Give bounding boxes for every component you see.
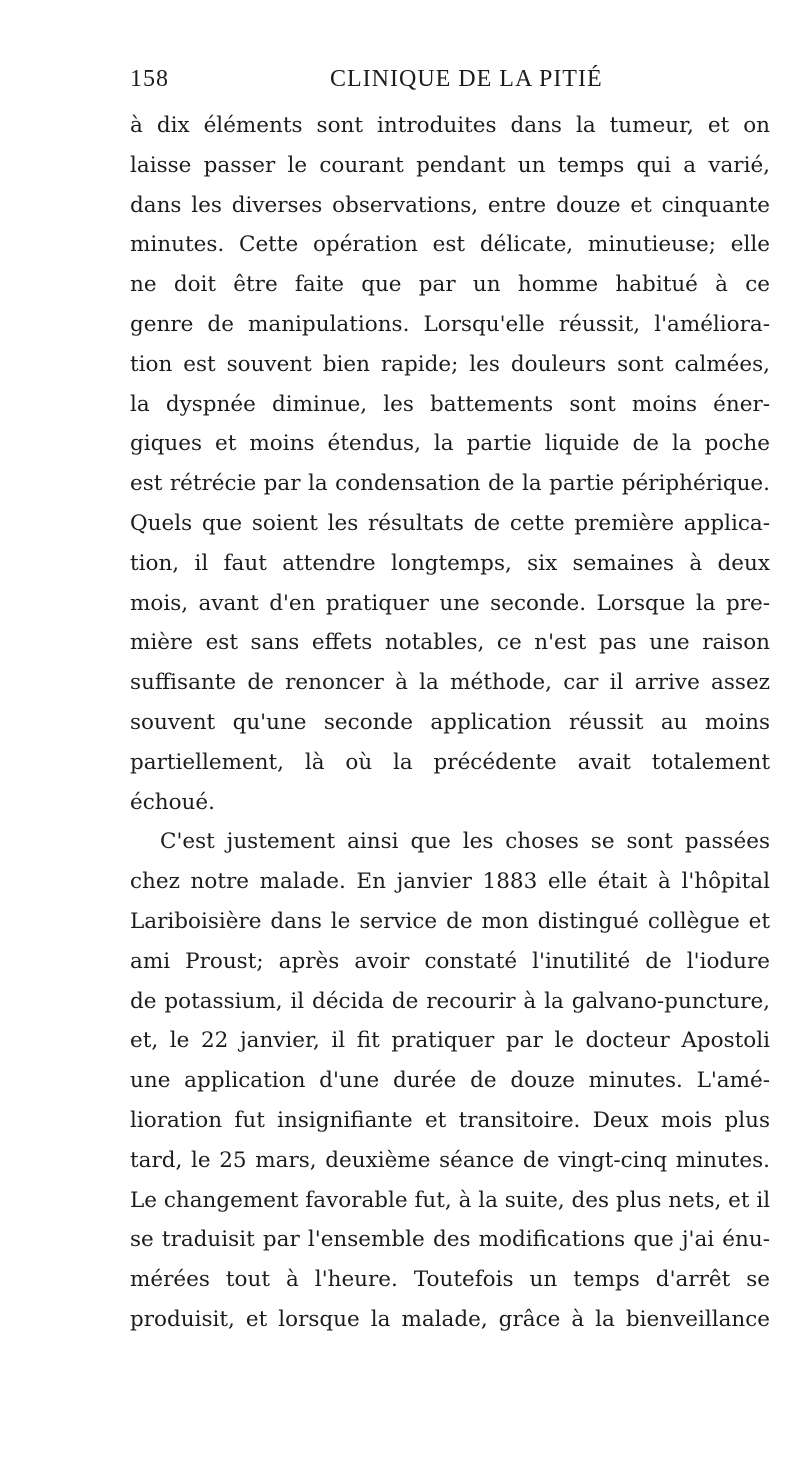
- text-line: se traduisit par l'ensemble des modifications que j'ai énu-: [130, 1227, 770, 1253]
- text-line: ne doit être faite que par un homme habitué à ce: [130, 272, 770, 298]
- text-line: de potassium, il décida de recourir à la galvano-puncture,: [130, 988, 770, 1014]
- running-title: CLINIQUE DE LA PITIÉ: [330, 66, 603, 92]
- text-line: Quels que soient les résultats de cette première applica-: [130, 510, 770, 536]
- text-line: lioration fut insignifiante et transitoire. Deux mois plus: [130, 1107, 770, 1133]
- text-line: est rétrécie par la condensation de la partie périphérique.: [130, 471, 770, 497]
- text-line: Lariboisière dans le service de mon distingué collègue et: [130, 908, 770, 934]
- text-line: une application d'une durée de douze minutes. L'amé-: [130, 1068, 770, 1094]
- text-line: Le changement favorable fut, à la suite, des plus nets, et il: [130, 1187, 770, 1213]
- text-line: giques et moins étendus, la partie liquide de la poche: [130, 431, 770, 457]
- text-line: échoué.: [130, 789, 215, 815]
- text-line: produisit, et lorsque la malade, grâce à la bienveillance: [130, 1306, 770, 1332]
- body-text: [130, 106, 770, 1340]
- text-line: partiellement, là où la précédente avait totalement: [130, 749, 770, 775]
- page-number: 158: [130, 66, 169, 92]
- text-line: tion est souvent bien rapide; les douleurs sont calmées,: [130, 351, 770, 377]
- text-line: et, le 22 janvier, il fit pratiquer par le docteur Apostoli: [130, 1028, 770, 1054]
- text-line: chez notre malade. En janvier 1883 elle était à l'hôpital: [130, 869, 770, 895]
- text-line: à dix éléments sont introduites dans la tumeur, et on: [130, 113, 770, 138]
- text-line: C'est justement ainsi que les choses se sont passées: [160, 829, 770, 855]
- text-line: ami Proust; après avoir constaté l'inutilité de l'iodure: [130, 948, 770, 974]
- text-line: suffisante de renoncer à la méthode, car il arrive assez: [130, 670, 770, 696]
- text-line: tion, il faut attendre longtemps, six semaines à deux: [130, 550, 770, 576]
- text-line: mois, avant d'en pratiquer une seconde. Lorsque la pre-: [130, 590, 770, 616]
- text-line: laisse passer le courant pendant un temps qui a varié,: [130, 152, 770, 178]
- text-line: mérées tout à l'heure. Toutefois un temps d'arrêt se: [130, 1267, 770, 1293]
- text-line: souvent qu'une seconde application réussit au moins: [130, 709, 770, 735]
- text-line: dans les diverses observations, entre douze et cinquante: [130, 192, 770, 218]
- text-line: genre de manipulations. Lorsqu'elle réussit, l'améliora-: [130, 311, 770, 337]
- text-line: minutes. Cette opération est délicate, minutieuse; elle: [130, 232, 770, 258]
- text-line: la dyspnée diminue, les battements sont moins éner-: [130, 391, 770, 417]
- running-head: [130, 64, 770, 94]
- text-line: tard, le 25 mars, deuxième séance de vingt-cinq minutes.: [130, 1147, 770, 1173]
- text-line: mière est sans effets notables, ce n'est pas une raison: [130, 630, 770, 656]
